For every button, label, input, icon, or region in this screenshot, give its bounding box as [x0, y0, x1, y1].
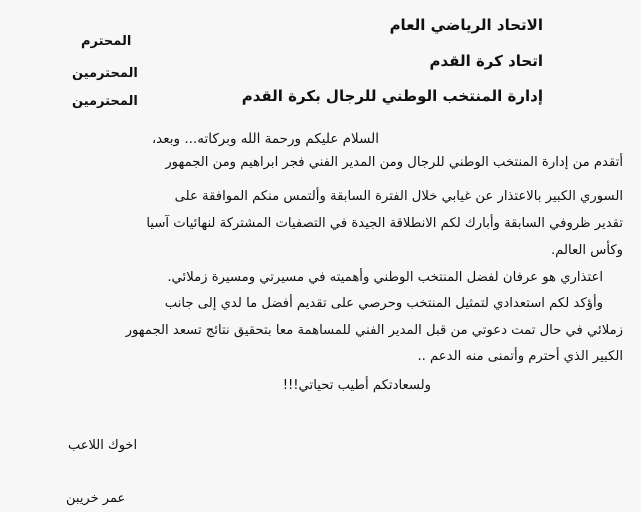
greeting: السلام عليكم ورحمة الله وبركاته... وبعد،: [151, 131, 379, 147]
paragraph-2: اعتذاري هو عرفان لفضل المنتخب الوطني وأهميته في مسيرتي ومسيرة زملائي.: [167, 270, 603, 285]
header-line-general-sports-union: الاتحاد الرياضي العام: [389, 16, 543, 34]
honorific-3: المحترمين: [72, 94, 138, 109]
paragraph-3-line-3: الكبير الذي أحترم وأتمنى منه الدعم ..: [417, 349, 623, 364]
header-line-national-team-management: إدارة المنتخب الوطني للرجال بكرة القدم: [241, 87, 543, 105]
paragraph-1-line-3: تقدير ظروفي السابقة وأبارك لكم الانطلاقة الجيدة في التصفيات المشتركة لنهائيات آسيا: [146, 216, 623, 231]
paragraph-1-line-1: أتقدم من إدارة المنتخب الوطني للرجال ومن المدير الفني فجر ابراهيم ومن الجمهور: [165, 155, 623, 170]
header-line-football-federation: اتحاد كرة القدم: [429, 52, 543, 70]
paragraph-3-line-2: زملائي في حال تمت دعوتي من قبل المدير الفني للمساهمة معا بتحقيق نتائج تسعد الجمهور: [125, 323, 623, 338]
paragraph-3-line-1: وأؤكد لكم استعدادي لتمثيل المنتخب وحرصي على تقديم أفضل ما لدي إلى جانب: [164, 296, 603, 311]
honorific-1: المحترم: [81, 34, 132, 49]
paragraph-1-line-2: السوري الكبير بالاعتذار عن غيابي خلال الفترة السابقة وألتمس منكم الموافقة على: [174, 189, 623, 204]
honorific-2: المحترمين: [72, 66, 138, 81]
signature-brother-player: اخوك اللاعب: [68, 438, 138, 453]
closing-line: ولسعادتكم أطيب تحياتي!!!: [282, 378, 431, 393]
paragraph-1-line-4: وكأس العالم.: [550, 243, 623, 258]
signature-name: عمر خريبن: [66, 491, 126, 506]
